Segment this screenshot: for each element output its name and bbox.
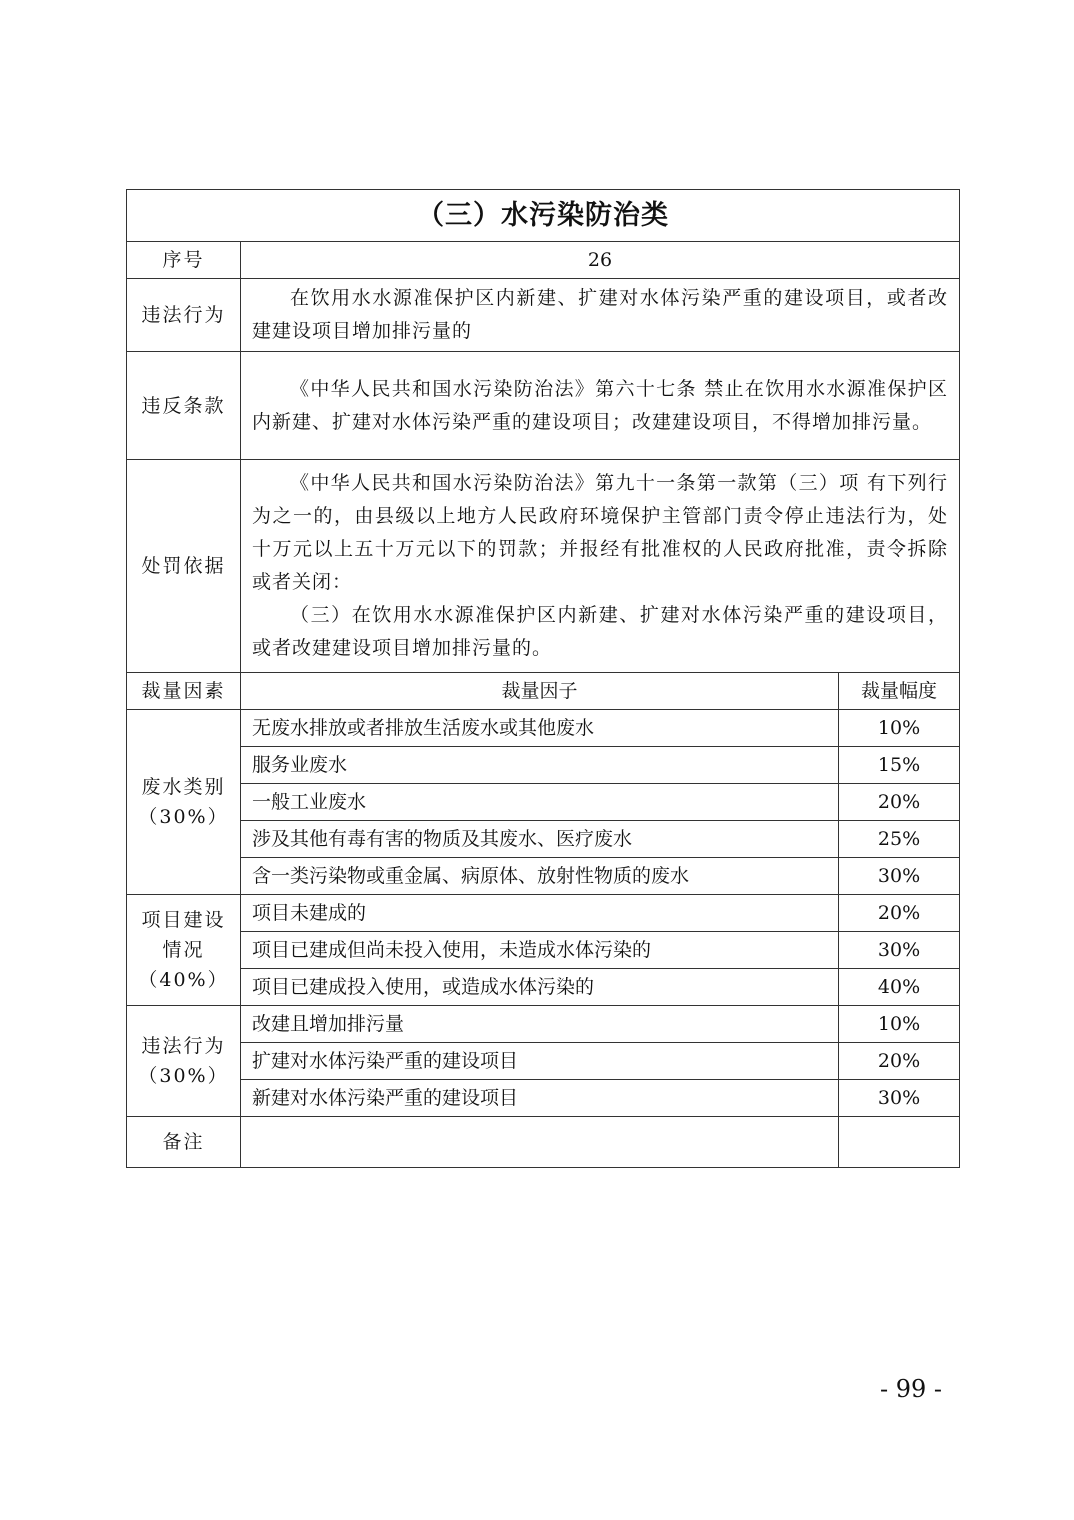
remark-label: 备注 <box>127 1117 241 1168</box>
header-factor: 裁量因素 <box>127 673 241 710</box>
clause-label: 违反条款 <box>127 352 241 460</box>
factor-percent: 40% <box>839 969 960 1006</box>
group-label-wastewater: 废水类别（30%） <box>127 710 241 895</box>
factor-percent: 20% <box>839 784 960 821</box>
seq-label: 序号 <box>127 242 241 279</box>
clause-text: 《中华人民共和国水污染防治法》第六十七条 禁止在饮用水水源准保护区内新建、扩建对水体污染严重的建设项目；改建建设项目，不得增加排污量。 <box>252 377 949 433</box>
factor-percent: 20% <box>839 1043 960 1080</box>
factor-item: 无废水排放或者排放生活废水或其他废水 <box>241 710 839 747</box>
factor-percent: 30% <box>839 932 960 969</box>
table-title: （三）水污染防治类 <box>127 190 960 242</box>
factor-item: 涉及其他有毒有害的物质及其废水、医疗废水 <box>241 821 839 858</box>
factor-item: 新建对水体污染严重的建设项目 <box>241 1080 839 1117</box>
factor-percent: 30% <box>839 1080 960 1117</box>
page-number: - 99 - <box>880 1375 943 1403</box>
factor-item: 扩建对水体污染严重的建设项目 <box>241 1043 839 1080</box>
factor-item: 项目未建成的 <box>241 895 839 932</box>
factor-percent: 10% <box>839 1006 960 1043</box>
header-item: 裁量因子 <box>241 673 839 710</box>
basis-paragraph-2: （三）在饮用水水源准保护区内新建、扩建对水体污染严重的建设项目，或者改建建设项目增加排污量的。 <box>252 604 949 659</box>
seq-value: 26 <box>241 242 960 279</box>
factor-item: 服务业废水 <box>241 747 839 784</box>
factor-percent: 20% <box>839 895 960 932</box>
violation-label: 违法行为 <box>127 279 241 352</box>
basis-label: 处罚依据 <box>127 460 241 673</box>
header-range: 裁量幅度 <box>839 673 960 710</box>
factor-percent: 25% <box>839 821 960 858</box>
factor-item: 一般工业废水 <box>241 784 839 821</box>
factor-item: 改建且增加排污量 <box>241 1006 839 1043</box>
group-label-violation: 违法行为（30%） <box>127 1006 241 1117</box>
factor-percent: 15% <box>839 747 960 784</box>
basis-paragraph-1: 《中华人民共和国水污染防治法》第九十一条第一款第（三）项 有下列行为之一的，由县级以上地方人民政府环境保护主管部门责令停止违法行为，处十万元以上五十万元以下的罚款；并报经有批准权的人民政府批准，责令拆除或者关闭： <box>252 472 949 593</box>
remark-value <box>839 1117 960 1168</box>
group-label-construction: 项目建设情况（40%） <box>127 895 241 1006</box>
factor-item: 项目已建成投入使用，或造成水体污染的 <box>241 969 839 1006</box>
factor-item: 含一类污染物或重金属、病原体、放射性物质的废水 <box>241 858 839 895</box>
violation-text: 在饮用水水源准保护区内新建、扩建对水体污染严重的建设项目，或者改建建设项目增加排污量的 <box>252 287 949 342</box>
factor-percent: 30% <box>839 858 960 895</box>
factor-percent: 10% <box>839 710 960 747</box>
factor-item: 项目已建成但尚未投入使用，未造成水体污染的 <box>241 932 839 969</box>
remark-text <box>241 1117 839 1168</box>
penalty-table <box>126 189 960 1168</box>
